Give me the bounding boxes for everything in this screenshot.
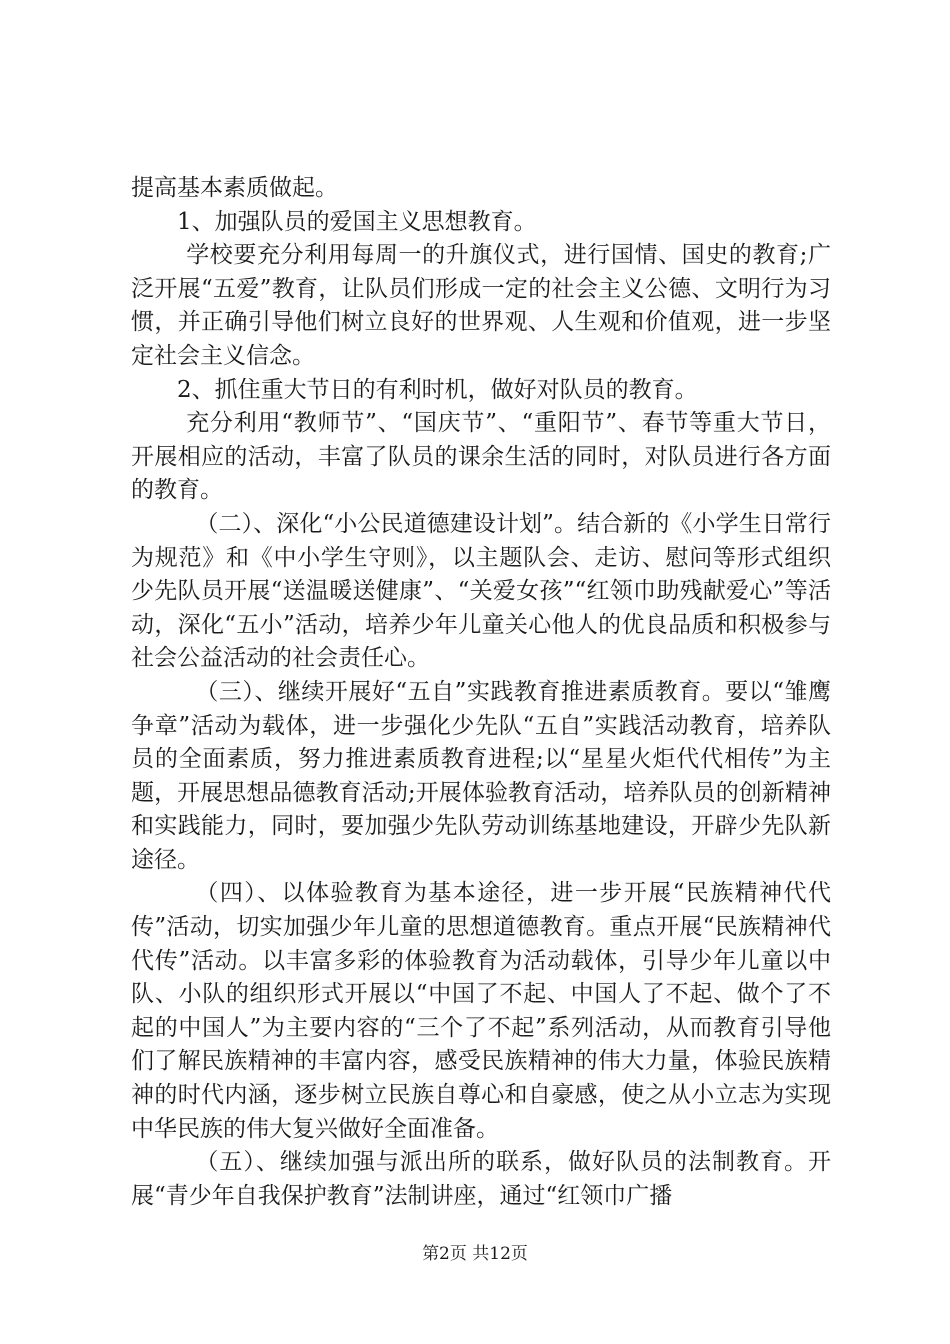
paragraph-item-2-heading: 2、抓住重大节日的有利时机，做好对队员的教育。 xyxy=(177,376,698,403)
paragraph-item-1-heading: 1、加强队员的爱国主义思想教育。 xyxy=(177,208,537,235)
document-body xyxy=(131,172,831,1213)
page-footer: 第2页 共12页 xyxy=(422,1244,528,1264)
paragraph-section-3: （三）、继续开展好“五自”实践教育推进素质教育。要以“雏鹰争章”活动为载体，进一步强化少先队“五自”实践活动教育，培养队员的全面素质，努力推进素质教育进程;以“星星火炬代代相传”为主题，开展思想品德教育活动;开展体验教育活动，培养队员的创新精神和实践能力，同时，要加强少先队劳动训练基地建设，开辟少先队新途径。 xyxy=(131,678,831,873)
paragraph-section-4: （四）、以体验教育为基本途径，进一步开展“民族精神代代传”活动，切实加强少年儿童的思想道德教育。重点开展“民族精神代代传”活动。以丰富多彩的体验教育为活动载体，引导少年儿童以中队、小队的组织形式开展以“中国了不起、中国人了不起、做个了不起的中国人”为主要内容的“三个了不起”系列活动，从而教育引导他们了解民族精神的丰富内容，感受民族精神的伟大力量，体验民族精神的时代内涵，逐步树立民族自尊心和自豪感，使之从小立志为实现中华民族的伟大复兴做好全面准备。 xyxy=(131,880,831,1142)
paragraph-patriotism: 学校要充分利用每周一的升旗仪式，进行国情、国史的教育;广泛开展“五爱”教育，让队员们形成一定的社会主义公德、文明行为习惯，并正确引导他们树立良好的世界观、人生观和价值观，进一步坚定社会主义信念。 xyxy=(131,242,831,369)
paragraph-continuation: 提高基本素质做起。 xyxy=(131,175,338,201)
paragraph-festivals: 充分利用“教师节”、“国庆节”、“重阳节”、春节等重大节日，开展相应的活动，丰富了队员的课余生活的同时，对队员进行各方面的教育。 xyxy=(131,410,831,504)
paragraph-section-5: （五）、继续加强与派出所的联系，做好队员的法制教育。开展“青少年自我保护教育”法制讲座，通过“红领巾广播 xyxy=(131,1149,831,1209)
paragraph-section-2: （二）、深化“小公民道德建设计划”。结合新的《小学生日常行为规范》和《中小学生守则》，以主题队会、走访、慰问等形式组织少先队员开展“送温暖送健康”、“关爱女孩”“红领巾助残献爱心”等活动，深化“五小”活动，培养少年儿童关心他人的优良品质和积极参与社会公益活动的社会责任心。 xyxy=(131,510,831,672)
